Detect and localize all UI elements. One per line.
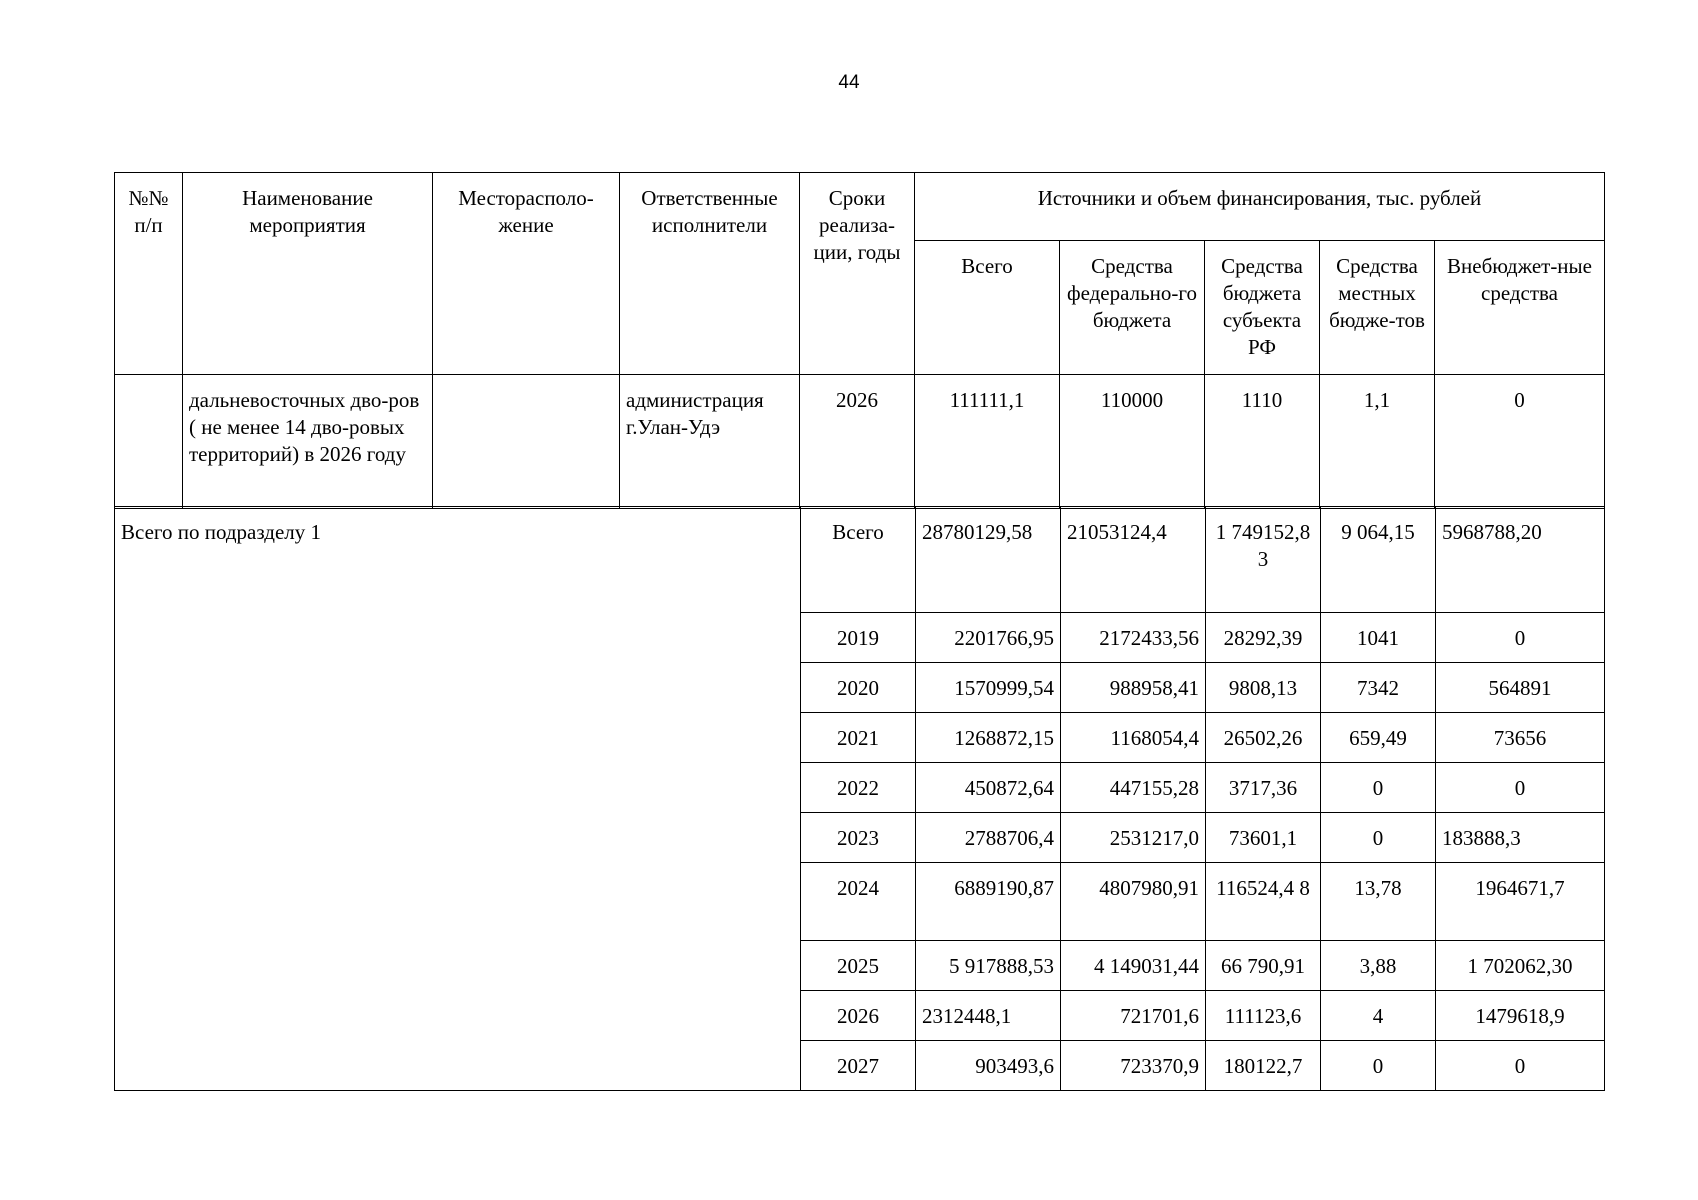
subtotal-subject: 111123,6 bbox=[1206, 991, 1321, 1041]
subtotal-federal: 1168054,4 bbox=[1061, 713, 1206, 763]
subtotal-federal: 2531217,0 bbox=[1061, 813, 1206, 863]
subtotal-local: 0 bbox=[1321, 1041, 1436, 1091]
subtotal-subject: 180122,7 bbox=[1206, 1041, 1321, 1091]
activity-extra: 0 bbox=[1435, 375, 1605, 509]
activity-location bbox=[433, 375, 620, 509]
header-extra: Внебюджет-ные средства bbox=[1435, 241, 1605, 375]
subtotal-total: 1268872,15 bbox=[916, 713, 1061, 763]
subtotal-total: 1570999,54 bbox=[916, 663, 1061, 713]
header-name: Наименование мероприятия bbox=[183, 173, 433, 375]
header-location: Месторасполо-жение bbox=[433, 173, 620, 375]
subtotal-local: 7342 bbox=[1321, 663, 1436, 713]
subtotal-total: 28780129,58 bbox=[916, 507, 1061, 613]
header-num: №№ п/п bbox=[115, 173, 183, 375]
subtotal-subject: 66 790,91 bbox=[1206, 941, 1321, 991]
header-total: Всего bbox=[915, 241, 1060, 375]
subtotal-year: 2027 bbox=[801, 1041, 916, 1091]
subtotal-subject: 28292,39 bbox=[1206, 613, 1321, 663]
subtotal-year: 2019 bbox=[801, 613, 916, 663]
subtotal-year: 2025 bbox=[801, 941, 916, 991]
subtotal-federal: 721701,6 bbox=[1061, 991, 1206, 1041]
subtotal-extra: 1479618,9 bbox=[1436, 991, 1605, 1041]
activity-federal: 110000 bbox=[1060, 375, 1205, 509]
header-period: Сроки реализа-ции, годы bbox=[800, 173, 915, 375]
subtotal-subject: 3717,36 bbox=[1206, 763, 1321, 813]
subtotal-federal: 2172433,56 bbox=[1061, 613, 1206, 663]
subtotal-total: 2312448,1 bbox=[916, 991, 1061, 1041]
subtotal-year: 2022 bbox=[801, 763, 916, 813]
subtotal-local: 0 bbox=[1321, 763, 1436, 813]
subtotal-local: 0 bbox=[1321, 813, 1436, 863]
subtotal-extra: 1 702062,30 bbox=[1436, 941, 1605, 991]
subtotal-extra: 73656 bbox=[1436, 713, 1605, 763]
subtotal-local: 4 bbox=[1321, 991, 1436, 1041]
subtotal-year: 2020 bbox=[801, 663, 916, 713]
subtotal-subject: 73601,1 bbox=[1206, 813, 1321, 863]
subtotal-local: 9 064,15 bbox=[1321, 507, 1436, 613]
subtotal-federal: 21053124,4 bbox=[1061, 507, 1206, 613]
subtotal-extra: 183888,3 bbox=[1436, 813, 1605, 863]
header-federal: Средства федерально-го бюджета bbox=[1060, 241, 1205, 375]
subtotal-total: 5 917888,53 bbox=[916, 941, 1061, 991]
activity-subject: 1110 bbox=[1205, 375, 1320, 509]
subtotal-extra: 1964671,7 bbox=[1436, 863, 1605, 941]
activity-responsible: администрация г.Улан-Удэ bbox=[620, 375, 800, 509]
activity-total: 111111,1 bbox=[915, 375, 1060, 509]
subtotal-subject: 26502,26 bbox=[1206, 713, 1321, 763]
subtotal-label: Всего по подразделу 1 bbox=[115, 507, 801, 1091]
subtotal-total: 903493,6 bbox=[916, 1041, 1061, 1091]
subtotal-local: 3,88 bbox=[1321, 941, 1436, 991]
subtotal-year: 2024 bbox=[801, 863, 916, 941]
subtotal-extra: 0 bbox=[1436, 613, 1605, 663]
subtotal-federal: 4 149031,44 bbox=[1061, 941, 1206, 991]
subtotal-year: 2021 bbox=[801, 713, 916, 763]
header-responsible: Ответственные исполнители bbox=[620, 173, 800, 375]
activity-num bbox=[115, 375, 183, 509]
subtotal-subject: 9808,13 bbox=[1206, 663, 1321, 713]
subtotal-year: 2023 bbox=[801, 813, 916, 863]
subtotal-federal: 988958,41 bbox=[1061, 663, 1206, 713]
subtotal-total: 6889190,87 bbox=[916, 863, 1061, 941]
subtotal-extra: 564891 bbox=[1436, 663, 1605, 713]
subtotal-total: 2788706,4 bbox=[916, 813, 1061, 863]
subtotal-local: 1041 bbox=[1321, 613, 1436, 663]
subtotal-federal: 4807980,91 bbox=[1061, 863, 1206, 941]
subtotal-year: 2026 bbox=[801, 991, 916, 1041]
subtotal-subject: 116524,4 8 bbox=[1206, 863, 1321, 941]
table-header-section bbox=[114, 172, 1605, 509]
activity-local: 1,1 bbox=[1320, 375, 1435, 509]
subtotal-row bbox=[115, 507, 1605, 613]
header-subject: Средства бюджета субъекта РФ bbox=[1205, 241, 1320, 375]
header-financing: Источники и объем финансирования, тыс. рублей bbox=[915, 173, 1605, 241]
subtotal-extra: 5968788,20 bbox=[1436, 507, 1605, 613]
header-local: Средства местных бюдже-тов bbox=[1320, 241, 1435, 375]
subtotal-total: 2201766,95 bbox=[916, 613, 1061, 663]
activity-name: дальневосточных дво-ров ( не менее 14 дво-ровых территорий) в 2026 году bbox=[183, 375, 433, 509]
subtotal-total: 450872,64 bbox=[916, 763, 1061, 813]
subtotal-extra: 0 bbox=[1436, 763, 1605, 813]
subtotal-extra: 0 bbox=[1436, 1041, 1605, 1091]
subtotal-federal: 723370,9 bbox=[1061, 1041, 1206, 1091]
subtotal-federal: 447155,28 bbox=[1061, 763, 1206, 813]
subtotal-subject: 1 749152,8 3 bbox=[1206, 507, 1321, 613]
subtotal-local: 659,49 bbox=[1321, 713, 1436, 763]
subtotal-year: Всего bbox=[801, 507, 916, 613]
activity-year: 2026 bbox=[800, 375, 915, 509]
page-number: 44 bbox=[838, 72, 860, 93]
subtotal-local: 13,78 bbox=[1321, 863, 1436, 941]
table-subtotal-section bbox=[114, 506, 1605, 1091]
activity-row bbox=[115, 375, 1605, 509]
